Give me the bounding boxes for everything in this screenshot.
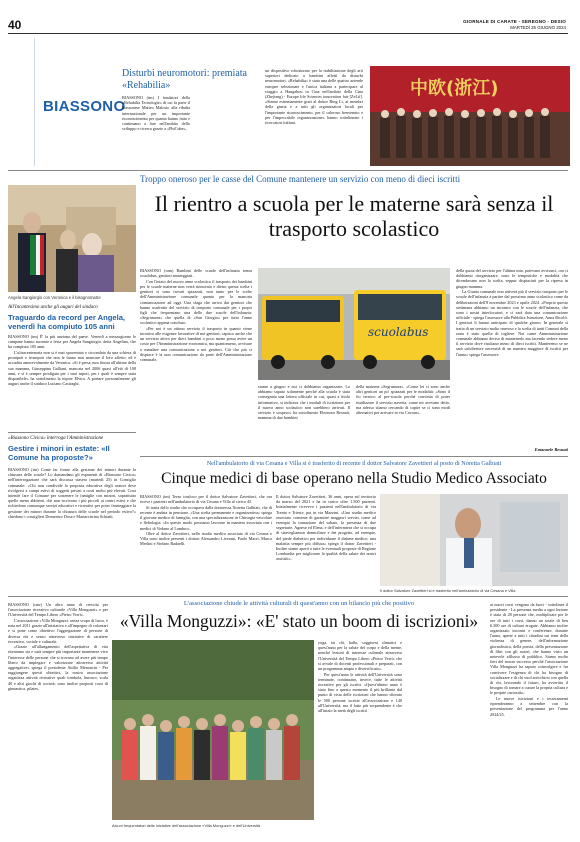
minori-kicker: «Biassono Civica» interroga l'Amministrazione bbox=[8, 436, 104, 441]
monguzzi-headline: «Villa Monguzzi»: «E' stato un boom di iscrizioni» bbox=[119, 611, 479, 631]
materne-col-4: della quota del servizio per l'ultima mia, potevano avvisarci, ora ci dobbiamo riorganizzare, sono le tempistiche e modalità che dicendavano non la scelta, seppur dispiaciuti per la ripresa in giugno mamma. La Giunta comunale non attiverà più il servizio trasporto per le scuole dell'infanzia a partire dal prossimo anno scolastico come da deliberazioni dell'8 novembre 2023 e aprile 2024. «Proprio questo settimana abbiamo un incontro con le scuole dell'infanzia, che sono i nostri interlocutori, e ci sarà data una comunicazione ufficiale - spiega l'assessore alla Pubblica Istruzione, Anna Ricolfi. I genitori li hanno anticipato di qualche giorno. In generale si tratta di un servizio molto oneroso e la scelta di tanti Comuni della zona è stato quella di togliere. Noi come Amministrazione comunale abbiamo deciso di mantenerlo ma facendo vedere meno il servizio dove risultano meno di dieci iscritti. Manteremo se ne sarà un'ulteriore necessità di un numero maggiore di iscritti per l'anno» spiega l'assessore. bbox=[456, 268, 568, 357]
angela-photo-caption: Angela Sangiorgio con Veronica e il bisognomatre bbox=[8, 295, 101, 300]
angela-birthday-photo bbox=[8, 185, 136, 292]
angela-photo bbox=[8, 185, 136, 292]
angela-body: BIASSONO (tm) È' la più anziana del paese. Venerdì a mezzogiorno le campane hanno suonato a festa per Angela Sangiorgio, detta Angelina, che ha compiuto 105 anni. L'ultracentenaria non si è mai spaventata e circondata da una schiera di pronipoti e trisnipoti che non le fanno mai mancare il loro affetto, ed è accudita amorevolmente da Veronica. «Si è presa cura finora all'ultimo della sua mamma, Giuseppina Galliani, mancata nel 2006 quasi all'età di 108 anni, e si è sempre prodigata per i suoi nipoti, per i quali è sempre stata disponibile» ha sottolineato la nipote Elvira. A portare personalmente gli auguri anche il sindaco Luciano Casiraghi. bbox=[8, 334, 136, 387]
school-bus-photo bbox=[258, 268, 450, 380]
doctor-photo bbox=[380, 494, 568, 586]
medici-photo-caption: Il dottor Salvatore Zavettieri si è trasferito nell'ambulatorio di via Cesana e Villa bbox=[380, 588, 516, 593]
medici-bottom-rule bbox=[8, 596, 568, 597]
medici-photo bbox=[380, 494, 568, 586]
materne-bus-photo bbox=[258, 268, 450, 380]
angela-headline: Traguardo da record per Angela, venerdì ha compiuto 105 anni bbox=[8, 313, 126, 331]
medici-headline: Cinque medici di base operano nella Studio Medico Associato bbox=[161, 470, 547, 487]
rehab-col-2: un dispositivo robotizzato per la riabilitazione degli arti superiori dedicato a bambini affetti da disturbi neuromotori. «Rehabilia» è stata una delle quattro aziende europee selezionate e l'unica italiana a partecipare al viaggio a Hangzhou in Cina nell'ambito della Cina (Zhejiang) - Europe life Sciences innovation fair [ZeLif]. «Siamo estremamente grati al dottor Bing Li, ai membri della giuria e a tutti gli organizzatori locali per l'importante riconoscimento, per il caloroso benvenuto e per l'impeccabile organizzazione» hanno sottolineato i ricercatori italiani. bbox=[265, 68, 363, 126]
angela-bottom-rule bbox=[8, 432, 136, 433]
section-name: BIASSONO bbox=[43, 98, 126, 115]
svg-text:中欧(浙江): 中欧(浙江) bbox=[410, 78, 499, 99]
monguzzi-photo-caption: Alcuni frequentatori delle iniziative dell'associazione «Villa Monguzzi» e dell'Università bbox=[112, 823, 261, 828]
rehab-bottom-rule bbox=[8, 170, 568, 171]
monguzzi-col-2: yoga, tai chi, ballo, soggiorni climatici e quest'anno per la salute del corpo e della mente, nonché lezioni di interesse culturale attraverso l'Università del Tempo Libero «Pietro Verri» che si avvale di docenti professionali e preparati, con un programma ampio e diversificato». Per quest'anno le attività dell'Università sono terminate, continuano, invece, tutte le attività ricreative per gli iscritti. «Quest'ultimo anno è stato fino a questo momento il più brillante dal punto di vista delle iscrizioni che hanno sfiorato le 500 persone iscritte all'associazione e 140 all'Università, ma il fatto più sorprendente è che all'inizio la metà degli iscritti bbox=[318, 640, 402, 713]
materne-col-1: BIASSONO (ram) Bambini delle scuole dell'infanzia senza scuolabus, genitori amareggiati. Con l'inizio del nuovo anno scolastico il trasporto dei bambini per le scuole materne non verrà rinnovato e dietro questa scelta i genitori si sono trovati spiazzati, non tanto per le scelte dell'Amministrazione comunale quanto per la mancata comunicazione ad oggi. Una sfaga che arriva dai genitori che hanno usufruito del servizio di trasporto comunale per i propri figli che frequentano una delle due scuole dell'infanzia: «Segramora» che quella di «San Giorgio» per tutto l'anno scolastico appena concluso. «Per noi è un ottimo servizio il trasporto in quanto viene incontro alle esigenze lavorative di noi genitori, capisco anche che un servizio attivo per dieci bambini o poco meno possa avere un costo per l'Amministrazione economica, ma quantomeno, avvisare o mandare una comunicazione a noi genitori. Ciò che più ci dispiace è la non comunicazione da parte dell'Amministrazione comunale, bbox=[140, 268, 252, 363]
minori-headline: Gestire i minori in estate: «Il Comune ha proposte?» bbox=[8, 444, 110, 462]
rehab-title: Disturbi neuromotori: premiata «Rehabilia» bbox=[122, 68, 247, 91]
medici-col-1: BIASSONO (tm) Terzo trasloco per il dottor Salvatore Zavettieri, che ora riceve i pazienti nell'ambulatorio di via Cesana e Villa al civico 45. Si tratta dello studio che occupava dalla dottoressa Noretta Galbiati, che di recente è andata in pensione. «Una scelta permanente e organizzativa» spiega il giovane medico di famiglia, con una specializzazione in Chirurgia vascolare e flebologia. «In questo modo possiamo lavorare in maniera associata con i medici di Vedano al Lambro». Oltre al dottor Zavettieri, nello studio medico associato di via Cesana e Villa sono inoltre presenti i dottori Alessandro Liverani, Paolo Macrì, Marco Merlini e Stefano Radaelli. bbox=[140, 494, 272, 547]
monguzzi-col-1: BIASSONO (cmr) Un altro anno di crescita per l'associazione ricreativo culturale «Villa Monguzzi» e per l'Università del Tempo Libero «Pietro Verri». L'associazione «Villa Monguzzi, senza scopo di lucro, è nata nel 2011 grazie all'iniziativa e all'impegno di volontari e si pone come obiettivo l'aggregazione di persone di diversa età e senso attraverso iniziative di carattere ricreativo, sociale e culturale. «Grazie all'allungamento dell'aspettativa di vita riteniamo sia e sarà sempre più importante mantenere vivo l'interesse delle persone che si trovano ad avere più tempo libero da impiegare e valorizzare attraverso attività aggregative» spiega il presidente Attilio Menoncin - Per raggiungere questi obiettivi, la nostra associazione organizza attività ricreative quali tombola, burraco, scala 40 e altri giochi di società; sono inoltre proposti corsi di ginnastica, pilates, bbox=[8, 602, 108, 691]
rehab-col-1: BIASSONO (tm) I fondatori della «Rehabilia Tecnologie» di cui fa parte il biassonese Matteo Malosio alla ribalta internazionale per un importante riconoscimento per quanto hanno fatto e continuano a fare nell'ambito dello sviluppo e ricerca grazie a «PhiCube», bbox=[122, 95, 190, 132]
materne-col-2: siamo a giugno e noi ci dobbiamo organizzare. Lo abbiamo saputo solamente perché alla scuola è stata consegnata una lettera ufficiale in cui, quasi a titolo informativo, si indicava che i moduli di iscrizione per il nuovo anno scolastico non sarebbero arrivati. Il servizio è sospeso» ha sottolineato Eleonora Resnati, mamma di due bambini bbox=[258, 384, 350, 421]
medici-col-2: Il dottor Salvatore Zavettieri, 36 anni, opera sul territorio da marzo del 2021 e ha in carico oltre 1.500 pazienti. Inizialmente riceveva i pazienti nell'ambulatorio di via Trento e Trieste, poi in via Mazzini. «Uno studio medico associato consente di garantire maggiori servizi, come ad esempio la turnazione del sabato, la presenza di due segretarie, Agnese ed Elena, e dell'infermiera che si occupa di stravegliamon domiciliare e dei progetto, ad esempio, del piede diabetico per individuare il diabete medico, una malattia sempre più diffusa» spiega il dottor Zavettieri - Inoltre siamo aperti a tutte le eventuali proposte di Regione Lombardia per migliorare la qualità della salute dei nostri assistiti». bbox=[276, 494, 376, 562]
monguzzi-col-3: ai nuovi corsi vengono da fuori - sottolinea il presidente - La presenza media a ogni lezione è stata di 28 persone che, moltiplicate per le ore di tutti i corsi, danno un totale di ben 6.300 ore di cultura erogate. Abbiamo inoltre organizzato incontri e conferenze, durante l'anno, aperte a tutti i cittadini sui temi della violenza di genere, dell'informazione giornalistica, della poesia, della presentazione di libri con gli autori, che hanno visto un notevole afflusso di pubblico. Siamo molto fieri del nostro successo perché l'associazione Villa Monguzzi ha saputo coinvolgere e far convivere l'esigenza di chi ha bisogno di socializzare e di chi vuol arricchirsi con quella di chi, lavorando il futuro, ha avvertito il bisogno di tornare a curare la propria cultura e le proprie curiosità». Le nuove iscrizioni e i tesseramenti riprenderanno a settembre con la presentazione del programma per l'anno 2024/25. bbox=[490, 602, 568, 717]
materne-kicker: Troppo oneroso per le casse del Comune mantenere un servizio con meno di dieci iscritti bbox=[140, 174, 461, 184]
materne-headline: Il rientro a scuola per le materne sarà senza il trasporto scolastico bbox=[154, 191, 554, 241]
medici-kicker: Nell'ambulatorio di via Cesana e Villa si è trasferito di recente il dottor Salvatore Zavettieri al posto di Noretta Galbiati bbox=[206, 460, 502, 467]
materne-col-3: della materna «Segramora». «Come lei ci sono anche altri genitori un po' spiazzati per le modalità: «Sono il fio tecnico al pre-scuola perché convinta di poter riutilizzare il servizio navetta, come mi avevano detto, ma adesso stiamo cercando di capire se ci sono modi alternativi per arrivare in via Cavour». bbox=[356, 384, 450, 416]
group-photo bbox=[112, 640, 314, 820]
angela-kicker: All'Incantesimo anche gli auguri del sindaco bbox=[8, 305, 98, 310]
svg-text:scuolabus: scuolabus bbox=[368, 325, 429, 339]
rehab-photo bbox=[370, 66, 570, 166]
monguzzi-kicker: L'associazione chiude le attività culturali di quest'anno con un bilancio più che positivo bbox=[183, 600, 415, 607]
minori-body: BIASSONO (tm) Come far fronte alla gestione dei minori durante la chiusura delle scuole? Lo domandano gli esponenti di «Biassono Civica» nell'interrogazione che sarà discussa stasera (martedì 25) in Consiglio comunale: «Chi non condivide la proposta educativa degli oratori deve rivolgersi a campi estivi di soggetti privati a costi molto più elevati. Cosa intende fare il Comune per sostenere le famiglie con minori, soprattutto quelle meno abbienti, che non iscrivono i più piccoli ai centri estivi e che richiedono comunque servizi educativi e ricreativi per poter fronteggiare la gestione dei minori durante la chiusura delle scuole nel periodo estivo?» chiedono i consiglieri Domenico Dosa e Mariacristina Schiatti. bbox=[8, 467, 136, 519]
issue-date: MARTEDÌ 25 GIUGNO 2024 bbox=[510, 25, 566, 30]
header-rule bbox=[8, 33, 568, 34]
monguzzi-photo bbox=[112, 640, 314, 820]
materne-bottom-rule bbox=[140, 456, 568, 457]
newspaper-name: GIORNALE DI CARATE - SEREGNO - DESIO bbox=[463, 19, 566, 24]
materne-signature: Emanuele Resnati bbox=[534, 447, 568, 452]
page-number: 40 bbox=[8, 18, 22, 32]
rehab-award-photo bbox=[370, 66, 570, 166]
monguzzi-col-2b bbox=[406, 640, 486, 836]
